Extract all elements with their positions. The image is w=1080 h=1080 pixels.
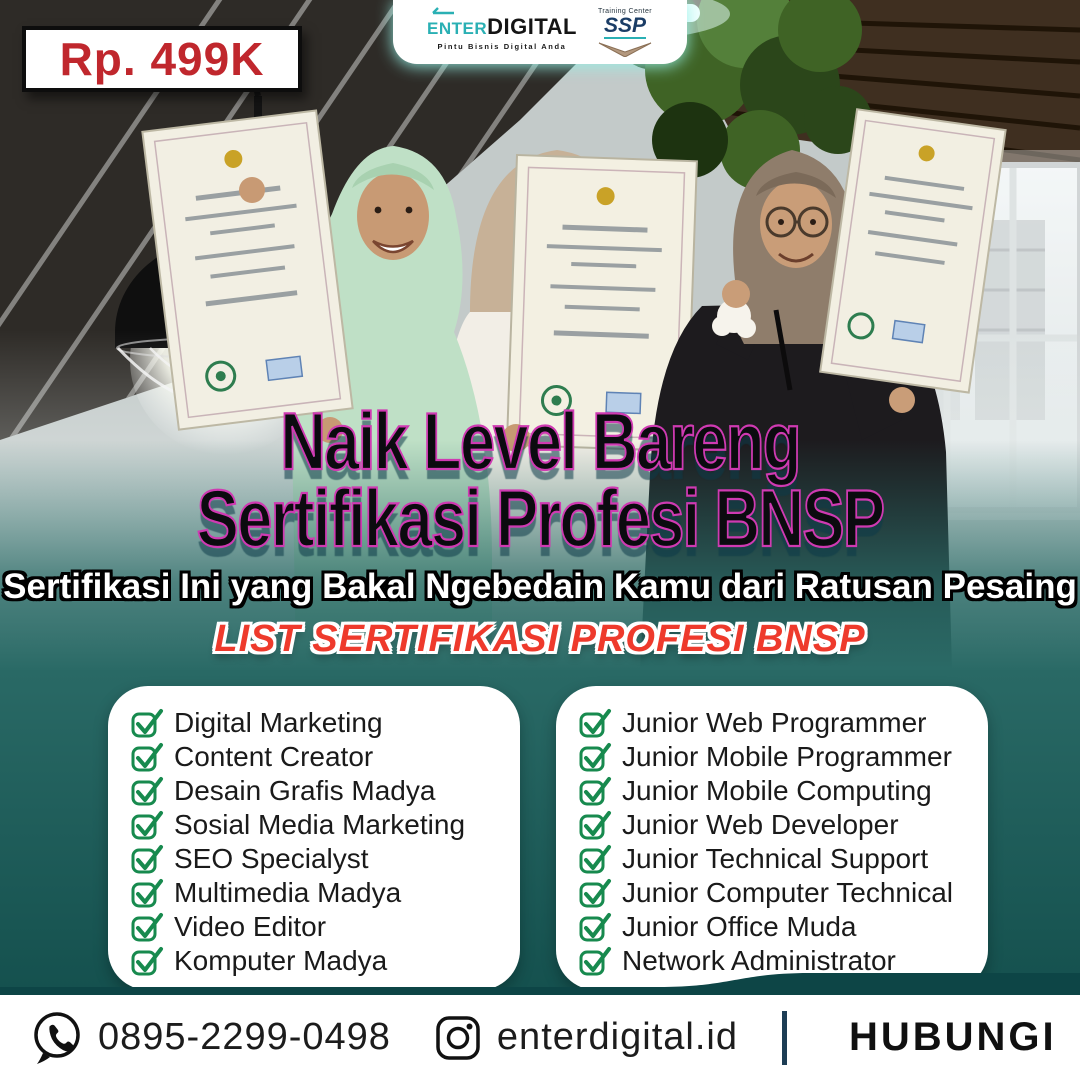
check-icon <box>130 740 164 774</box>
list-item-label: Network Administrator <box>622 945 896 976</box>
arrow-left-icon <box>427 7 455 16</box>
footer-wave <box>0 971 1080 995</box>
list-item <box>578 842 974 876</box>
check-icon <box>130 774 164 808</box>
ssp-logo <box>597 8 653 57</box>
enterdigital-logo <box>427 14 577 51</box>
check-icon <box>578 842 612 876</box>
check-icon <box>130 706 164 740</box>
list-item-label: Junior Computer Technical <box>622 877 953 908</box>
list-item-label: Multimedia Madya <box>174 877 402 908</box>
section-title: LIST SERTIFIKASI PROFESI BNSP <box>214 618 866 660</box>
list-item-label: Content Creator <box>174 741 374 772</box>
instagram-icon <box>433 1013 483 1063</box>
subheadline: Sertifikasi Ini yang Bakal Ngebedain Kamu dari Ratusan Pesaing <box>3 567 1077 606</box>
check-icon <box>578 774 612 808</box>
hubungi-cta[interactable]: HUBUNGI <box>848 1015 1057 1059</box>
check-icon <box>130 842 164 876</box>
list-item-label: Video Editor <box>174 911 327 942</box>
footer-bar <box>0 995 1080 1080</box>
check-icon <box>578 706 612 740</box>
list-item-label: Komputer Madya <box>174 945 388 976</box>
list-item-label: Sosial Media Marketing <box>174 809 466 840</box>
cert-list-left <box>108 686 520 990</box>
list-item <box>130 876 506 910</box>
logo-digital-text: DIGITAL <box>487 13 577 39</box>
list-item <box>130 842 506 876</box>
check-icon <box>130 910 164 944</box>
check-icon <box>578 808 612 842</box>
headline-line1: Naik Level Bareng <box>280 397 800 487</box>
ssp-name: SSP <box>603 13 646 37</box>
price-text: Rp. 499K <box>59 33 265 85</box>
list-item <box>578 910 974 944</box>
list-item-label: Junior Web Developer <box>622 809 899 840</box>
phone-number: 0895-2299-0498 <box>98 1016 391 1058</box>
check-icon <box>578 910 612 944</box>
list-item <box>578 740 974 774</box>
logo-tagline: Pintu Bisnis Digital Anda <box>437 41 567 51</box>
list-item <box>130 706 506 740</box>
list-item <box>578 808 974 842</box>
list-item-label: Digital Marketing <box>174 707 383 738</box>
price-badge <box>22 26 302 92</box>
list-item-label: SEO Specialyst <box>174 843 369 874</box>
list-item-label: Desain Grafis Madya <box>174 775 436 806</box>
list-item-label: Junior Mobile Programmer <box>622 741 952 772</box>
footer-divider <box>782 1011 787 1065</box>
list-item <box>130 910 506 944</box>
check-icon <box>578 876 612 910</box>
instagram-contact[interactable] <box>433 1013 738 1063</box>
list-item <box>578 876 974 910</box>
logo-enter-text: ENTER <box>427 18 488 38</box>
headline <box>0 397 1080 564</box>
check-icon <box>578 740 612 774</box>
list-item <box>130 808 506 842</box>
cert-cards <box>108 686 988 990</box>
cert-list-right <box>556 686 988 990</box>
list-item <box>130 740 506 774</box>
list-item-label: Junior Office Muda <box>622 911 857 942</box>
list-item-label: Junior Technical Support <box>622 843 929 874</box>
list-item <box>130 774 506 808</box>
chevron-icon <box>597 41 653 57</box>
check-icon <box>130 808 164 842</box>
phone-contact[interactable] <box>30 1010 391 1066</box>
logo-pill <box>393 0 687 64</box>
whatsapp-phone-icon <box>30 1010 84 1066</box>
list-item <box>578 706 974 740</box>
list-item-label: Junior Mobile Computing <box>622 775 932 806</box>
list-item-label: Junior Web Programmer <box>622 707 927 738</box>
check-icon <box>130 876 164 910</box>
instagram-handle: enterdigital.id <box>496 1016 738 1058</box>
headline-line2: Sertifikasi Profesi BNSP <box>196 474 884 564</box>
ssp-tagline: Training Center <box>597 7 652 15</box>
list-item <box>578 774 974 808</box>
